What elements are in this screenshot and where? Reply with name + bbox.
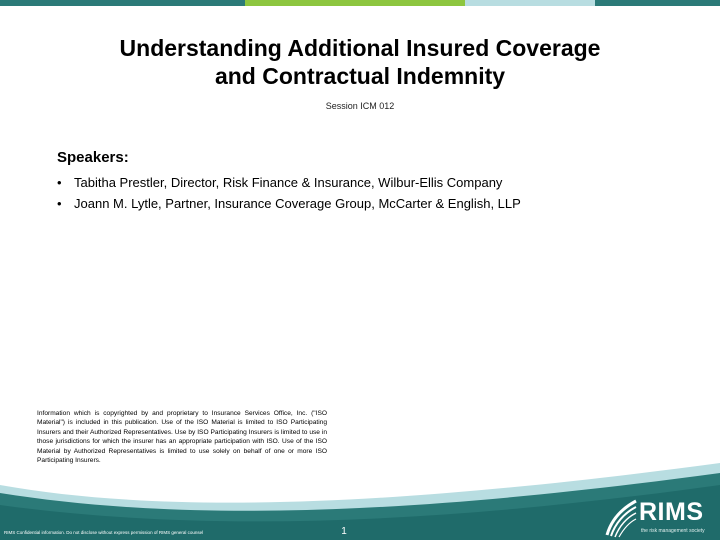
- rims-swoosh-icon: [603, 497, 639, 539]
- speaker-text: Tabitha Prestler, Director, Risk Finance & Insurance, Wilbur-Ellis Company: [74, 175, 503, 190]
- top-bar-segment-teal: [0, 0, 245, 6]
- speaker-item: [57, 193, 521, 214]
- page-number: 1: [341, 526, 347, 537]
- top-bar-segment-teal-right: [595, 0, 720, 6]
- bullet-icon: •: [57, 196, 62, 211]
- top-color-bar: [0, 0, 720, 6]
- rims-logo: [603, 497, 718, 539]
- bullet-icon: •: [57, 175, 62, 190]
- footer-band: [0, 455, 720, 540]
- top-bar-segment-light-blue: [465, 0, 595, 6]
- speaker-list: [57, 172, 521, 214]
- slide-title: [40, 34, 680, 90]
- slide-title-line-1: Understanding Additional Insured Coverage: [119, 35, 601, 61]
- top-bar-segment-green: [245, 0, 465, 6]
- session-label: Session ICM 012: [325, 101, 395, 111]
- iso-disclaimer: Information which is copyrighted by and proprietary to Insurance Services Office, Inc. ("ISO Material") is included in this publication. Use of the ISO Material is limited to ISO Participating Insurers and their Authorized Representatives. Use by ISO Participating Insurers is limited to use in those jurisdictions for which the insurer has an appropriate participation with ISO. Use of the ISO Material by Authorized Representatives is limited to use solely on behalf of one or more ISO Participating Insurers.: [37, 410, 327, 465]
- logo-tagline: the risk management society: [641, 528, 705, 534]
- speaker-item: [57, 172, 521, 193]
- logo-name: RIMS: [639, 498, 704, 526]
- speakers-heading: Speakers:: [57, 149, 129, 166]
- footer-confidential-note: RIMS Confidential information. Do not disclose without express permission of RIMS general counsel: [4, 530, 204, 535]
- slide-title-line-2: and Contractual Indemnity: [214, 63, 506, 89]
- speaker-text: Joann M. Lytle, Partner, Insurance Coverage Group, McCarter & English, LLP: [74, 196, 521, 211]
